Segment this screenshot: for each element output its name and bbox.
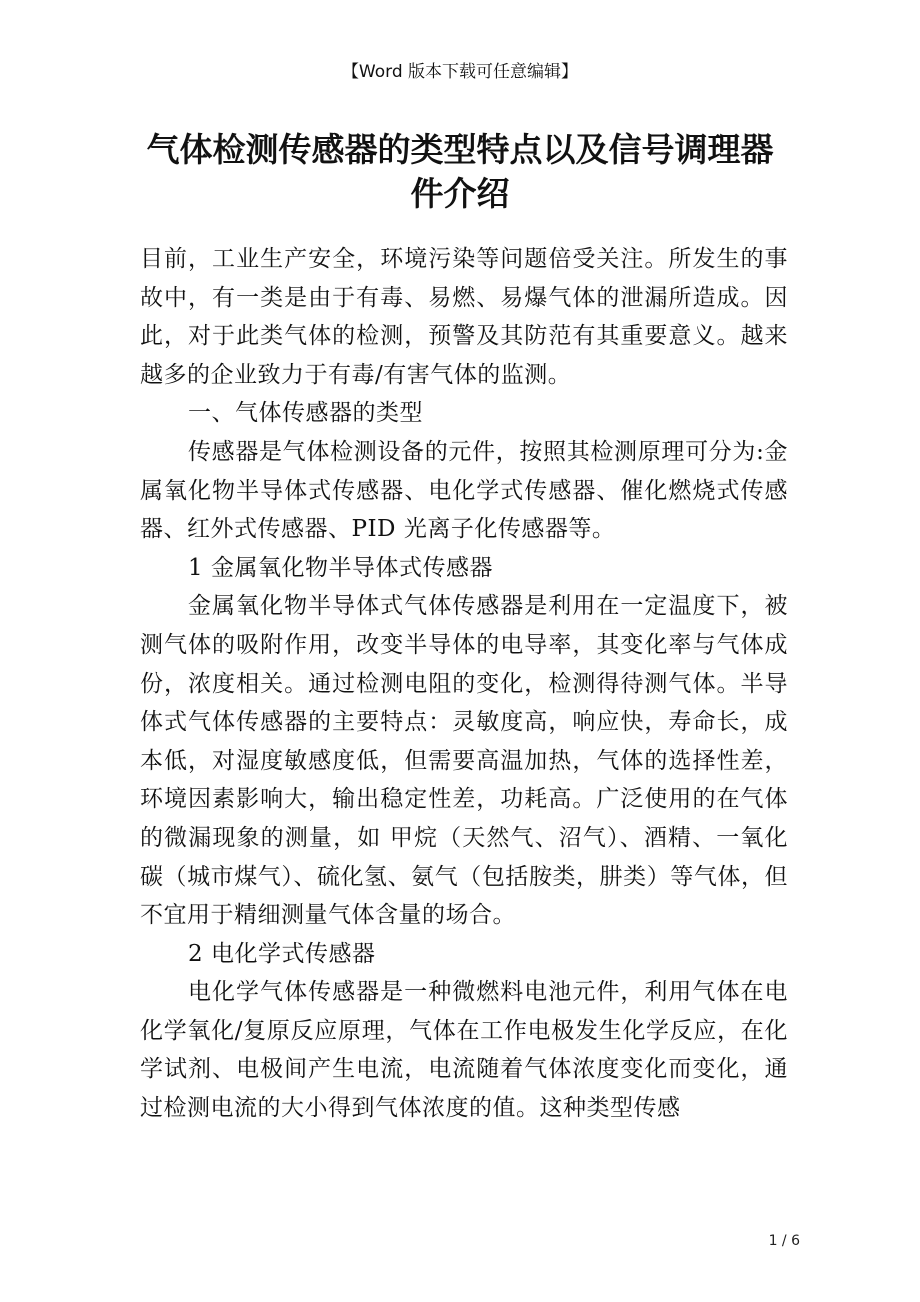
- subheading-electrochemical-sensor: 2 电化学式传感器: [188, 940, 376, 967]
- subheading-mos-sensor: 1 金属氧化物半导体式传感器: [188, 554, 493, 581]
- paragraph-electrochemical-sensor: 电化学气体传感器是一种微燃料电池元件，利用气体在电化学氧化/复原反应原理，气体在工作电极发生化学反应，在化学试剂、电极间产生电流，电流随着气体浓度变化而变化，通过检测电流的大小得到气体浓度的值。这种类型传感: [140, 979, 788, 1122]
- paragraph-mos-sensor: 金属氧化物半导体式气体传感器是利用在一定温度下，被测气体的吸附作用，改变半导体的电导率，其变化率与气体成份，浓度相关。通过检测电阻的变化，检测得待测气体。半导体式气体传感器的主要特点：灵敏度高，响应快，寿命长，成本低，对湿度敏感度低，但需要高温加热，气体的选择性差，环境因素影响大，输出稳定性差，功耗高。广泛使用的在气体的微漏现象的测量，如 甲烷（天然气、沼气）、酒精、一氧化碳（城市煤气）、硫化氢、氨气（包括胺类，肼类）等气体，但不宜用于精细测量气体含量的场合。: [140, 593, 788, 929]
- page-number: 1 / 6: [768, 1233, 800, 1249]
- paragraph-sensor-classification: 传感器是气体检测设备的元件，按照其检测原理可分为:金属氧化物半导体式传感器、电化学式传感器、催化燃烧式传感器、红外式传感器、PID 光离子化传感器等。: [140, 438, 788, 543]
- paragraph-intro: 目前，工业生产安全，环境污染等问题倍受关注。所发生的事故中，有一类是由于有毒、易燃、易爆气体的泄漏所造成。因此，对于此类气体的检测，预警及其防范有其重要意义。越来越多的企业致力于有毒/有害气体的监测。: [140, 246, 788, 388]
- section-heading-types: 一、气体传感器的类型: [188, 400, 423, 427]
- document-body: [140, 240, 788, 1128]
- document-title: 气体检测传感器的类型特点以及信号调理器件介绍: [146, 130, 774, 213]
- document-header: 【Word 版本下载可任意编辑】: [341, 62, 579, 82]
